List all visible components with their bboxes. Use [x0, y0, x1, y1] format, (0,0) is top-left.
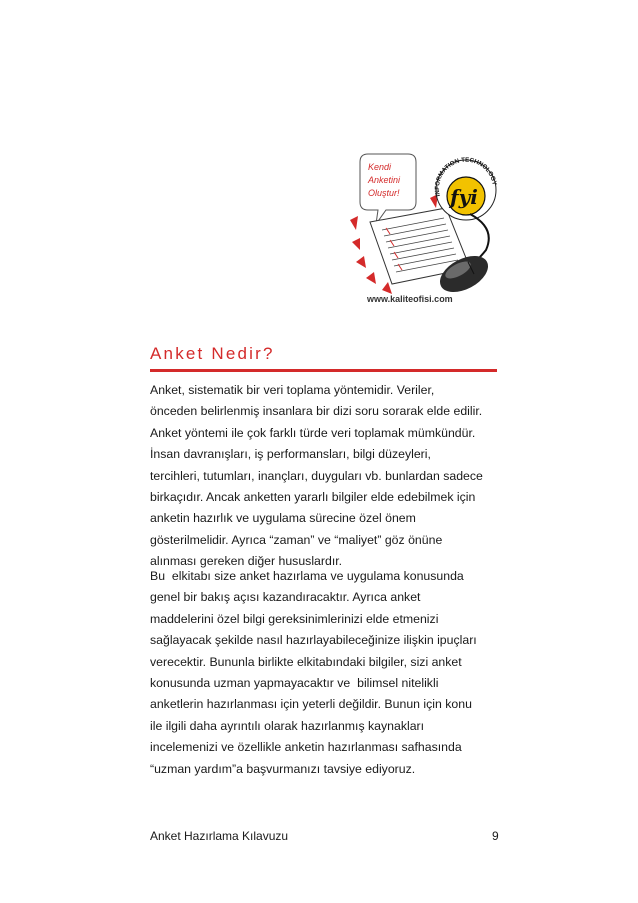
paragraph-2 — [150, 566, 510, 780]
text-line: verecektir. Bununla birlikte elkitabındaki bilgiler, sizi anket — [150, 654, 462, 669]
ring-text-path: INFORMATION TECHNOLOGY — [433, 156, 498, 198]
text-line: konusunda uzman yapmayacaktır ve bilimsel nitelikli — [150, 676, 439, 691]
paragraph-1 — [150, 380, 510, 573]
bubble-line-3: Oluştur! — [368, 188, 400, 198]
text-line: sağlayacak şekilde nasıl hazırlayabileceğinize ilişkin ipuçları — [150, 633, 477, 648]
text-line: anketlerin hazırlanması için yeterli değildir. Bunun için konu — [150, 697, 472, 712]
text-line: Anket yöntemi ile çok farklı türde veri toplamak mümkündür. — [150, 425, 476, 440]
text-line: gösterilmelidir. Ayrıca “zaman” ve “maliyet” göz önüne — [150, 532, 443, 547]
text-line: incelemenizi ve özellikle anketin hazırlanması safhasında — [150, 740, 462, 755]
text-line: “uzman yardım”a başvurmanızı tavsiye ediyoruz. — [150, 761, 416, 776]
bubble-line-1: Kendi — [368, 162, 392, 172]
logo-url: www.kaliteofisi.com — [367, 294, 453, 304]
text-line: tercihleri, tutumları, inançları, duyguları vb. bunlardan sadece — [150, 468, 483, 483]
footer-title: Anket Hazırlama Kılavuzu — [150, 829, 289, 843]
text-line: önceden belirlenmiş insanlara bir dizi soru sorarak elde edilir. — [150, 404, 483, 419]
bubble-line-2: Anketini — [368, 175, 401, 185]
text-line: maddelerini özel bilgi gereksinimlerinizi elde etmenizi — [150, 611, 439, 626]
text-line: anketin hazırlık ve uygulama sürecine özel önem — [150, 511, 416, 526]
text-line: ile ilgili daha ayrıntılı olarak hazırlanmış kaynakları — [150, 718, 425, 733]
page-title: Anket Nedir? — [150, 344, 275, 363]
text-line: genel bir bakış açısı kazandıracaktır. Ayrıca anket — [150, 590, 421, 605]
text-line: Bu elkitabı size anket hazırlama ve uygulama konusunda — [150, 569, 464, 583]
page-number: 9 — [492, 829, 499, 843]
mouse-cable — [470, 214, 489, 262]
text-line: birkaçıdır. Ancak anketten yararlı bilgiler elde edebilmek için — [150, 490, 476, 505]
text-line: alınması gereken diğer hususlardır. — [150, 554, 343, 569]
heading-divider — [150, 369, 497, 372]
fyi-badge-text: fyi — [450, 185, 478, 209]
text-line: Anket, sistematik bir veri toplama yöntemidir. Veriler, — [150, 383, 435, 397]
text-line: İnsan davranışları, iş performansları, bilgi düzeyleri, — [150, 447, 431, 462]
kaliteofisi-logo — [346, 150, 516, 310]
